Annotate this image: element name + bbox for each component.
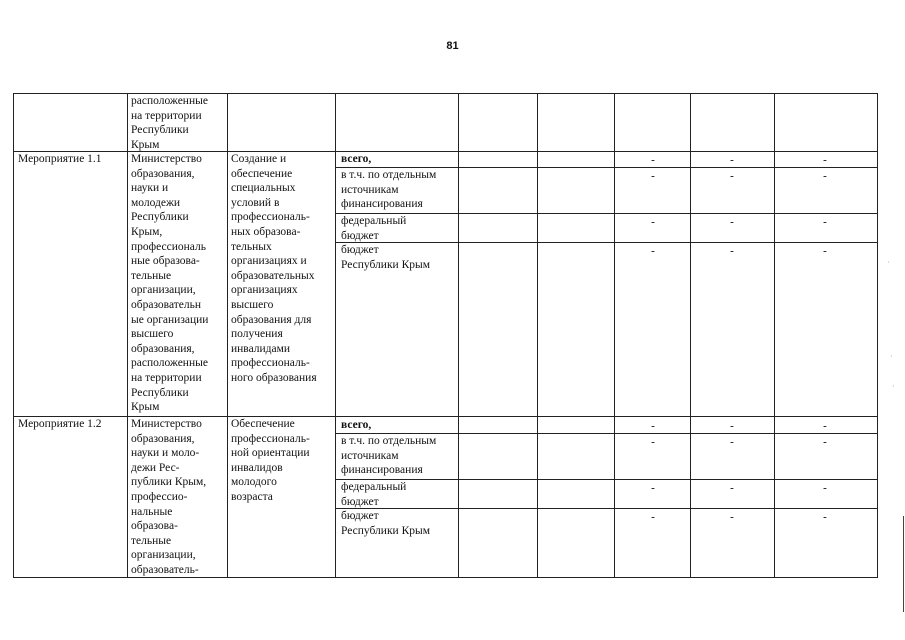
m12-crimea-val-2: - bbox=[730, 511, 734, 523]
col-border-9 bbox=[877, 93, 878, 578]
m12-federal-val-3: - bbox=[823, 482, 827, 494]
scan-speck: · bbox=[892, 382, 895, 391]
col-border-6 bbox=[614, 93, 615, 578]
m12-breakdown-val-3: - bbox=[823, 436, 827, 448]
m11-total-val-1: - bbox=[651, 154, 655, 166]
m11-crimea-val-2: - bbox=[730, 245, 734, 257]
measure-1-2-source-federal: федеральный бюджет bbox=[341, 481, 407, 508]
m12-federal-val-2: - bbox=[730, 482, 734, 494]
measure-1-1-source-crimea: бюджет Республики Крым bbox=[341, 244, 430, 271]
measure-1-2-name: Мероприятие 1.2 bbox=[18, 418, 102, 430]
m12-total-val-2: - bbox=[730, 420, 734, 432]
m11-crimea-val-1: - bbox=[651, 245, 655, 257]
m11-total-val-3: - bbox=[823, 154, 827, 166]
m12-total-val-1: - bbox=[651, 420, 655, 432]
m11-federal-val-2: - bbox=[730, 216, 734, 228]
measure-1-1-source-federal: федеральный бюджет bbox=[341, 215, 407, 242]
measure-1-1-name: Мероприятие 1.1 bbox=[18, 153, 102, 165]
col-border-1 bbox=[127, 93, 128, 578]
m12-breakdown-val-1: - bbox=[651, 436, 655, 448]
measure-1-2-source-breakdown: в т.ч. по отдельным источникам финансирования bbox=[341, 435, 437, 477]
measure-1-1-executor: Министерство образования, науки и молодежи Республики Крым, профессиональ ные образова- тельные организации, образовательн ые организации высшего образования, расположенные на территории Республики Крым bbox=[131, 153, 209, 414]
m12-total-val-3: - bbox=[823, 420, 827, 432]
measure-1-2-source-crimea: бюджет Республики Крым bbox=[341, 510, 430, 537]
measure-1-2-executor: Министерство образования, науки и моло- дежи Рес- публики Крым, профессио- нальные образова- тельные организации, образователь- bbox=[131, 418, 207, 576]
continued-executor-cell: расположенные на территории Республики Крым bbox=[131, 95, 208, 151]
scan-speck: · bbox=[890, 352, 893, 361]
m12-crimea-val-1: - bbox=[651, 511, 655, 523]
measure-1-2-source-total: всего, bbox=[341, 419, 372, 431]
col-border-7 bbox=[690, 93, 691, 578]
m11-total-val-2: - bbox=[730, 154, 734, 166]
col-border-2 bbox=[227, 93, 228, 578]
scan-speck: · bbox=[887, 258, 890, 267]
table-bottom-border bbox=[13, 577, 878, 578]
measure-1-2-description: Обеспечение профессиональ- ной ориентации инвалидов молодого возраста bbox=[231, 418, 310, 503]
m12-breakdown-val-2: - bbox=[730, 436, 734, 448]
m12-federal-val-1: - bbox=[651, 482, 655, 494]
m11-breakdown-val-2: - bbox=[730, 170, 734, 182]
m11-federal-val-3: - bbox=[823, 216, 827, 228]
measure-1-1-source-total: всего, bbox=[341, 153, 372, 165]
m11-crimea-val-3: - bbox=[823, 245, 827, 257]
m12-crimea-val-3: - bbox=[823, 511, 827, 523]
m11-breakdown-val-1: - bbox=[651, 170, 655, 182]
col-border-5 bbox=[537, 93, 538, 578]
col-border-4 bbox=[458, 93, 459, 578]
page-number: 81 bbox=[446, 40, 459, 52]
col-border-8 bbox=[774, 93, 775, 578]
scan-edge-mark bbox=[903, 516, 904, 612]
col-border-3 bbox=[335, 93, 336, 578]
measure-1-1-description: Создание и обеспечение специальных условий в профессиональ- ных образова- тельных организациях и образовательных организациях высшего образования для получения инвалидами профессиональ- ного образования bbox=[231, 153, 317, 384]
m11-breakdown-val-3: - bbox=[823, 170, 827, 182]
measure-1-1-source-breakdown: в т.ч. по отдельным источникам финансирования bbox=[341, 169, 437, 211]
m11-federal-val-1: - bbox=[651, 216, 655, 228]
col-border-0 bbox=[13, 93, 14, 578]
